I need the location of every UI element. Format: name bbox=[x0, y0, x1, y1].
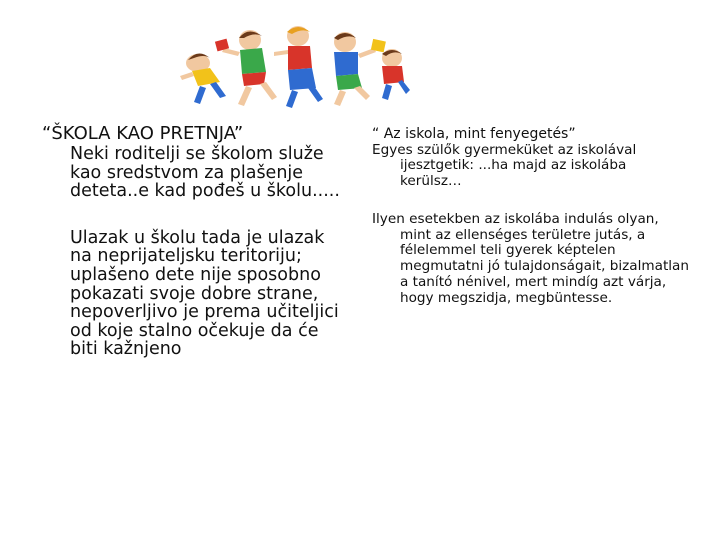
hungarian-heading: “ Az iskola, mint fenyegetés” bbox=[372, 126, 576, 142]
serbian-paragraph-1: Neki roditelji se školom služe kao sredstvom za plašenje deteta..e kad pođeš u školu..... bbox=[70, 144, 340, 202]
child-5-figure bbox=[382, 49, 410, 100]
child-3-figure bbox=[274, 26, 323, 108]
hungarian-text-column bbox=[372, 127, 692, 307]
serbian-text-column bbox=[42, 124, 342, 359]
serbian-paragraph-2: Ulazak u školu tada je ulazak na neprijateljsku teritoriju; uplašeno dete nije sposobno pokazati svoje dobre strane, nepoverljivo je prema učiteljici od koje stalno očekuje da će biti kažnjeno bbox=[70, 227, 339, 360]
hungarian-paragraph-1: Egyes szülők gyermeküket az iskolával ijesztgetik: ...ha majd az iskolába kerülsz… bbox=[372, 141, 637, 190]
serbian-heading: “ŠKOLA KAO PRETNJA” bbox=[42, 123, 244, 144]
hungarian-paragraph-2: Ilyen esetekben az iskolába indulás olyan, mint az ellenséges területre jutás, a félelemmel teli gyerek képtelen megmutatni jó tulajdonságait, bizalmatlan a tanító nénivel, mert mindíg azt várja, hogy megszidja, megbüntesse. bbox=[372, 210, 689, 306]
child-1-figure bbox=[180, 53, 226, 104]
running-children-illustration bbox=[180, 18, 410, 110]
child-4-figure bbox=[334, 32, 386, 106]
